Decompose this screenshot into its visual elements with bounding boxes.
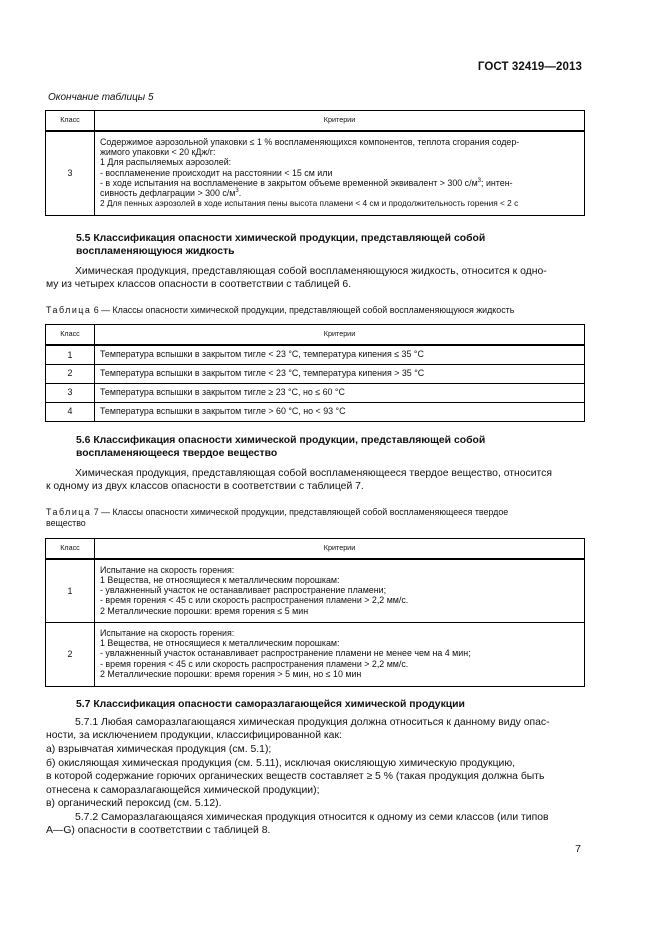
standard-code: ГОСТ 32419—2013 <box>477 61 582 73</box>
table5-line: Содержимое аэрозольной упаковки ≤ 1 % воспламеняющихся компонентов, теплота сгорания содер- <box>100 137 520 148</box>
table5-line: сивность дефлаграции > 300 $с/м^3$. <box>100 188 242 199</box>
section-5-7-heading: 5.7 Классификация опасности саморазлагающейся химической продукции <box>76 699 465 710</box>
table7-header-criteria: Критерии <box>95 539 585 560</box>
table5-line: жимого упаковки < 20 кДж/г: <box>100 147 216 158</box>
section-5-5-paragraph: Химическая продукция, представляющая собой воспламеняющуюся жидкость, относится к одно- му из четырех классов опасности в соответствии с таблицей 6. <box>46 266 547 291</box>
section-5-7-1-paragraph: 5.7.1 Любая саморазлагающаяся химическая продукция должна относиться к данному виду опас- ности, за исключением продукции, классифицированной как: <box>46 717 550 742</box>
list-item-a: а) взрывчатая химическая продукция (см. 5.1); <box>46 744 272 755</box>
table6-caption: Таблица 6 — Классы опасности химической продукции, представляющей собой воспламеняющуюся жидкость <box>46 305 515 315</box>
table6-header-criteria: Критерии <box>95 325 585 346</box>
table-row: 2 Испытание на скорость горения: 1 Вещества, не относящиеся к металлическим порошкам: - увлажненный участок останавливает распространение пламени не менее чем на 4 мин; - время горения < 45 с или скорость распространения пламени > 2,2 мм/с. 2 Металлические порошки: время горения > 5 мин, но ≤ 10 мин <box>46 622 585 686</box>
table-row: 1 Испытание на скорость горения: 1 Вещества, не относящиеся к металлическим порошкам: - увлажненный участок не останавливает распространение пламени; - время горения < 45 с или скорость распространения пламени > 2,2 мм/с. 2 Металлические порошки: время горения ≤ 5 мин <box>46 559 585 622</box>
table7-header-class: Класс <box>46 539 95 560</box>
page-number: 7 <box>575 843 581 855</box>
table5-cell-criteria <box>95 131 585 215</box>
table-row: 1 Температура вспышки в закрытом тигле < 23 °С, температура кипения ≤ 35 °С <box>46 345 585 364</box>
list-item-c: в) органический пероксид (см. 5.12). <box>46 798 222 809</box>
section-5-6-heading: 5.6 Классификация опасности химической продукции, представляющей собой воспламеняющееся твердое вещество <box>76 435 486 459</box>
section-5-6-paragraph: Химическая продукция, представляющая собой воспламеняющееся твердое вещество, относится к одному из двух классов опасности в соответствии с таблицей 7. <box>46 468 553 493</box>
table6 <box>45 324 585 422</box>
table5 <box>45 110 585 216</box>
table7-caption: Таблица 7 — Классы опасности химической продукции, представляющей собой воспламеняющееся твердое вещество <box>46 507 509 528</box>
table5-line: - в ходе испытания на воспламенение в закрытом объеме временной эквивалент > 300 $с/м^3$; интен- <box>100 177 513 188</box>
table5-line: - воспламенение происходит на расстоянии < 15 см или <box>100 167 333 178</box>
table5-header-criteria: Критерии <box>95 111 585 132</box>
table-row: 2 Температура вспышки в закрытом тигле < 23 °С, температура кипения > 35 °С <box>46 364 585 383</box>
table-row: 3 Температура вспышки в закрытом тигле ≥ 23 °С, но ≤ 60 °С <box>46 383 585 402</box>
table5-continuation-caption: Окончание таблицы 5 <box>48 92 154 103</box>
table5-line: 2 Для пенных аэрозолей в ходе испытания пены высота пламени < 4 см и продолжительность горения < 2 с <box>100 198 519 209</box>
list-item-b: б) окисляющая химическая продукция (см. 5.11), исключая окисляющую химическую продукцию, в которой содержание горючих органических веществ составляет ≥ 5 % (такая продукция должна быть отнесена к саморазлагающейся химической продукции); <box>46 758 545 796</box>
table5-cell-class: 3 <box>46 131 95 215</box>
table6-header-class: Класс <box>46 325 95 346</box>
table5-line: 1 Для распыляемых аэрозолей: <box>100 157 232 168</box>
table-row: 4 Температура вспышки в закрытом тигле > 60 °С, но < 93 °С <box>46 402 585 421</box>
table7 <box>45 538 585 687</box>
section-5-7-2-paragraph: 5.7.2 Саморазлагающаяся химическая продукция относится к одному из семи классов (или типов A—G) опасности в соответствии с таблицей 8. <box>46 812 549 837</box>
table5-header-class: Класс <box>46 111 95 132</box>
section-5-5-heading: 5.5 Классификация опасности химической продукции, представляющей собой воспламеняющуюся жидкость <box>76 233 486 257</box>
